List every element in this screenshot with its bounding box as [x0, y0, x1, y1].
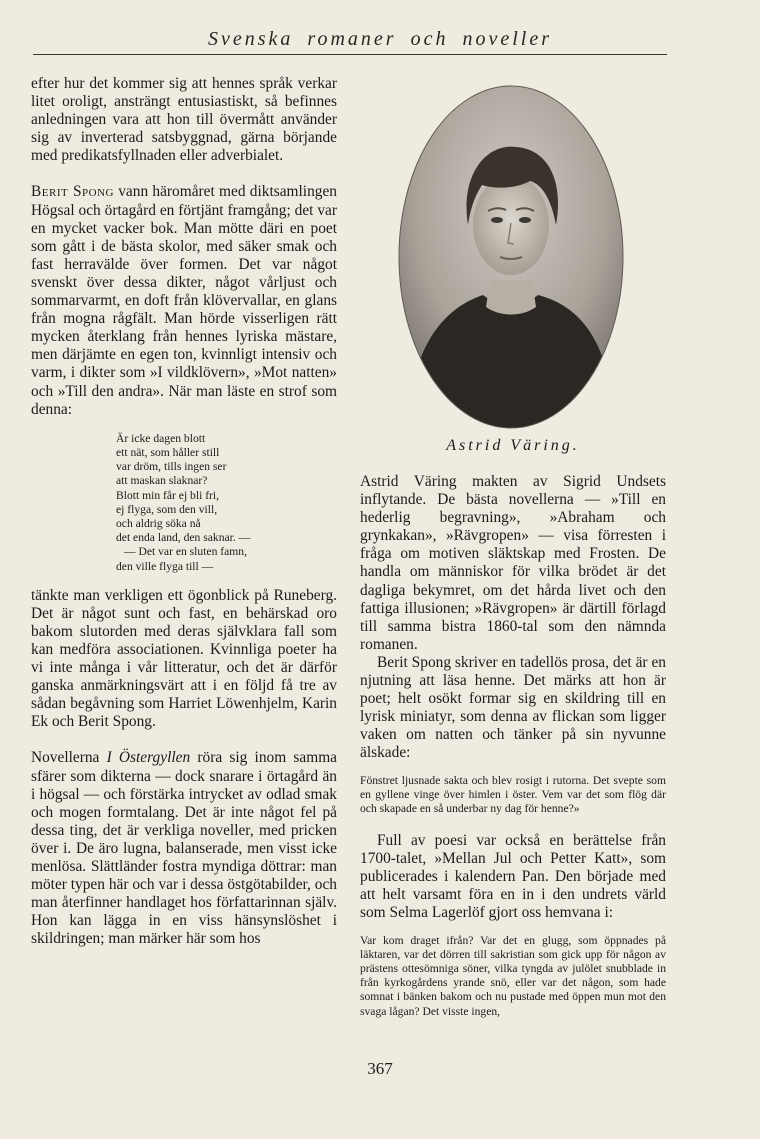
portrait-photo [398, 85, 624, 429]
running-header: Svenska romaner och noveller [208, 28, 552, 50]
paragraph-berit-spong-poetry [31, 183, 337, 418]
page-number: 367 [367, 1059, 393, 1078]
paragraph-runeberg: tänkte man verkligen ett ögonblick på Runeberg. Det är något sunt och fast, en behärskad oro bakom slutorden med deras självklara fall som kan medföra associationen. Kvinnliga poeter ha vi inte många i vår litteratur, och det är därför ganska anmärkningsvärt att i en följd få tre av sådan begåvning som Harriet Löwenhjelm, Karin Ek och Berit Spong. [31, 586, 337, 731]
right-column [360, 473, 666, 1019]
verse-line: att maskan slaknar? [116, 474, 208, 488]
book-title-ostergyllen: I Östergyllen [106, 749, 191, 767]
verse-line: den ville flyga till — [116, 559, 214, 573]
verse-line: och aldrig söka nå [116, 516, 201, 530]
paragraph-novellerna [31, 749, 337, 948]
verse-line: — Det var en sluten famn, [124, 545, 247, 559]
paragraph-berit-spong-prose: Berit Spong skriver en tadellös prosa, det är en njutning att läsa henne. Det märks att hon är poet; helt osökt formar sig en skildring till en lyrisk miniatyr, som denna av flickan som ligger vaken om natten och tänker på sin nyvunne älskade: [360, 653, 666, 762]
paragraph-novellerna-text: röra sig inom samma sfärer som dikterna — dock snarare i örtagård än i högsal — och förstärka intrycket av odlad smak och mogen formtalang. Det är inte något fel på dessa ting, det är verkliga noveller, med pricken över i. De äro lugna, balanserade, men visst icke menlösa. Slättländer fostra myndiga döttrar: man möter typen här och var i dessa östgötabilder, och man återfinner handlaget hos författarinnan själv. Hon kan lägga in en viss hänsynslöshet i skildringen; man märker här som hos [31, 749, 337, 948]
header-rule [33, 54, 667, 55]
author-portrait [398, 85, 624, 429]
portrait-caption: Astrid Väring. [446, 437, 580, 454]
verse-line: Blott min får ej bli fri, [116, 488, 220, 502]
verse-line: var dröm, tills ingen ser [116, 460, 227, 474]
block-quote-draget: Var kom draget ifrån? Var det en glugg, som öppnades på läktaren, var det dörren till sakristian som gick upp för någon av prästens ottesömniga söner, vilka tyngda av julölet snubblade in från kyrkogårdens yrande snö, eller var det någon, som hade somnat i bänken bakom och nu pustade med öppen mun mot den svaga lågan? Det visste ingen, [360, 933, 666, 1018]
paragraph-language: efter hur det kommer sig att hennes språk verkar litet oroligt, ansträngt entusiastiskt, så befinnes anledningen vara att hon till övermått använder sig av inverterad satsbyggnad, gärna börjande med predikatsfyllnaden eller adverbialet. [31, 75, 337, 165]
verse-line: ej flyga, som den vill, [116, 502, 218, 516]
paragraph-novellerna-lead: Novellerna [31, 749, 107, 767]
left-column [31, 75, 337, 949]
verse-line: ett nät, som håller still [116, 445, 220, 459]
author-name-berit-spong: Berit Spong [31, 183, 114, 201]
paragraph-berit-spong-text: vann häromåret med diktsamlingen Högsal och örtagård en förtjänt framgång; det var en mycket vacker bok. Man mötte däri en poet som gått i de bästa skolor, med säker smak och fast herravälde över formen. Det var något svenskt över dessa dikter, något vårljust och sommarvarmt, en doft från klövervallar, en glans från mogna rågfält. Man hörde visserligen rätt mycken återklang från hennes lyriska mästare, men därjämte en egen ton, kvinnligt intensiv och varm, i dikter som »I vildklövern», »Mot natten» och »Till den andra». När man läste en strof som denna: [31, 183, 337, 418]
poem-stanza [116, 432, 337, 574]
paragraph-astrid-varing: Astrid Väring makten av Sigrid Undsets inflytande. De bästa novellerna — »Till en hederlig begravning», »Abraham och grynkakan», »Rävgropen» — visa förresten i fråga om motiven släktskap med Frosten. De handla om människor för vilka brödet är det dagliga bekymret, om det hårda livet och den fattiga illusionen; »Rävgropen» är därtill förlagd till samma bistra 1860-tal som den nämnda romanen. [360, 473, 666, 653]
verse-line: Är icke dagen blott [116, 431, 206, 445]
paragraph-mellan-jul: Full av poesi var också en berättelse från 1700-talet, »Mellan Jul och Petter Katt», som publicerades i kalendern Pan. Den började med att helt varsamt föra en in i den undrets värld som Selma Lagerlöf gjort oss hemvana i: [360, 832, 666, 922]
verse-line: det enda land, den saknar. — [116, 531, 251, 545]
block-quote-fonstret: Fönstret ljusnade sakta och blev rosigt i rutorna. Det svepte som en gyllene vinge över himlen i öster. Vem var det som flög där och skapade en så underbar ny dag för henne?» [360, 773, 666, 815]
